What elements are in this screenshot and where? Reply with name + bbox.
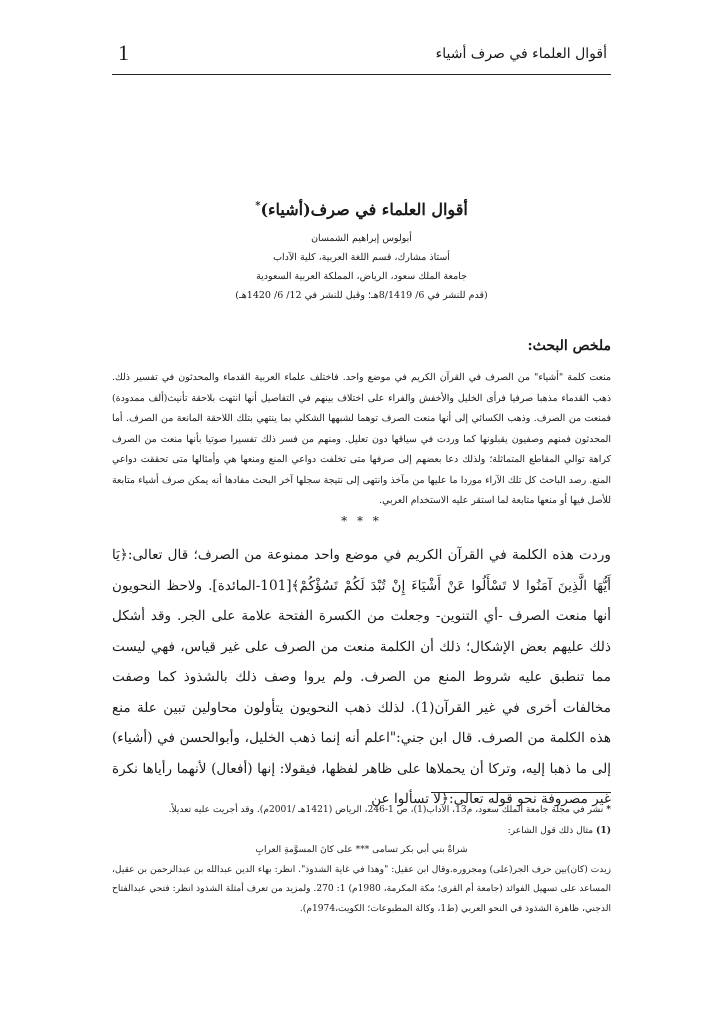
- title-block: [140, 200, 583, 305]
- footnote-2-verse: شراةٌ بني أبي بكر تسامى *** على كانَ المسوَّمةِ العرابِ: [255, 845, 468, 855]
- section-separator: * * *: [341, 514, 382, 528]
- author-name: أبولوس إبراهيم الشمسان: [311, 233, 412, 244]
- abstract-heading: ملخص البحث:: [527, 338, 611, 354]
- running-title: أقوال العلماء في صرف أشياء: [435, 46, 607, 62]
- footnote-2-text: مثال ذلك قول الشاعر:: [507, 825, 594, 836]
- paper-title: [140, 200, 583, 219]
- footnote-1-text: نشر في مجلة جامعة الملك سعود، م13، الآداب(1)، ص 1-246، الرياض (1421هـ /2001م). وقد أجريت عليه تعديلاً.: [168, 805, 604, 815]
- footnote-2: [112, 821, 611, 842]
- footnote-1-mark: *: [606, 804, 611, 815]
- footnotes: [112, 800, 611, 919]
- author-position: أستاذ مشارك، قسم اللغة العربية، كلية الآداب: [273, 252, 450, 263]
- paper-title-text: أقوال العلماء في صرف(أشياء): [260, 200, 468, 219]
- page-number: 1: [118, 40, 129, 65]
- author-university: جامعة الملك سعود، الرياض، المملكة العربية السعودية: [256, 271, 467, 282]
- title-footnote-mark: *: [255, 200, 261, 212]
- footnote-divider: [431, 792, 611, 793]
- running-header: [112, 36, 611, 75]
- body-paragraph: وردت هذه الكلمة في القرآن الكريم في موضع واحد ممنوعة من الصرف؛ قال تعالى:﴿يَا أَيُّهَا الَّذِينَ آمَنُوا لا تَسْأَلُوا عَنْ أَشْيَاءَ إِنْ تُبْدَ لَكُمْ تَسُؤْكُمْ﴾[101-المائدة]. ولاحظ النحويون أنها منعت الصرف -أي التنوين- وجعلت من الكسرة الفتحة علامة على الجر. وقد أشكل ذلك عليهم بعض الإشكال؛ ذلك أن الكلمة منعت من الصرف على غير قياس، فهي ليست مما تنطبق عليه شروط المنع من الصرف. ولم يروا وصف ذلك بالشذوذ كما وصفت مخالفات أخرى في غير القرآن(1). لذلك ذهب النحويون يتأولون محاولين تبين علة منع هذه الكلمة من الصرف. قال ابن جني:"اعلم أنه إنما ذهب الخليل، وأبوالحسن في (أشياء) إلى ما ذهبا إليه، وتركا أن يحملاها على ظاهر لفظها، فيقولا: إنها (أفعال) لأنهما رأياها نكرة غير مصروفة نحو قوله تعالى:﴿لا تسألوا عن: [112, 547, 611, 807]
- footnote-1: [112, 800, 611, 821]
- abstract-text: منعت كلمة "أشياء" من الصرف في القرآن الكريم في موضع واحد. فاختلف علماء العربية القدماء والمحدثون في تفسير ذلك. ذهب القدماء مذهبا صرفيا فرأى الخليل والأخفش والفراء على اختلاف بينهم في التفاصيل أنها انتهت بلاحقة تأنيث(ألف ممدودة) فمنعت من الصرف. وذهب الكسائي إلى أنها منعت الصرف توهما لشبهها الشكلي بما ينتهي بتلك اللاحقة المانعة من الصرف. أما المحدثون فمنهم وصفيون يقبلونها كما وردت في سياقها دون تعليل. ومنهم من فسر ذلك تفسيرا صوتيا بأنها منعت من الصرف كراهة توالي المقاطع المتماثلة؛ ولذلك دعا بعضهم إلى صرفها متى تخلفت دواعي المنع ومنعها هي وأمثالها متى تحققت دواعي المنع. رصد الباحث كل تلك الآراء موردا ما عليها من مآخذ وانتهى إلى نتيجة سجلها آخر البحث مفادها أنه يمكن صرف أشياء متابعة للأصل فيها أو منعها متابعة لما استقر عليه الاستخدام العربي.: [112, 372, 611, 506]
- footnote-2-continued: زيدت (كان)بين حرف الجر(على) ومجروره.وقال ابن عقيل: "وهذا في غاية الشذوذ". انظر: بهاء الدين عبدالله بن عبدالرحمن بن عقيل، المساعد على تسهيل الفوائد (جامعة أم القرى؛ مكة المكرمة، 1980م) 1: 270. ولمزيد من تعرف أمثلة الشذوذ انظر: فتحي عبدالفتاح الدجني، ظاهرة الشذوذ في النحو العربي (ط1، وكالة المطبوعات؛ الكويت،1974م).: [112, 864, 611, 914]
- footnote-2-mark: (1): [596, 824, 611, 836]
- submission-dates: (قدم للنشر في 6/ 8/1419هـ؛ وقبل للنشر في 12/ 6/ 1420هـ): [235, 290, 488, 301]
